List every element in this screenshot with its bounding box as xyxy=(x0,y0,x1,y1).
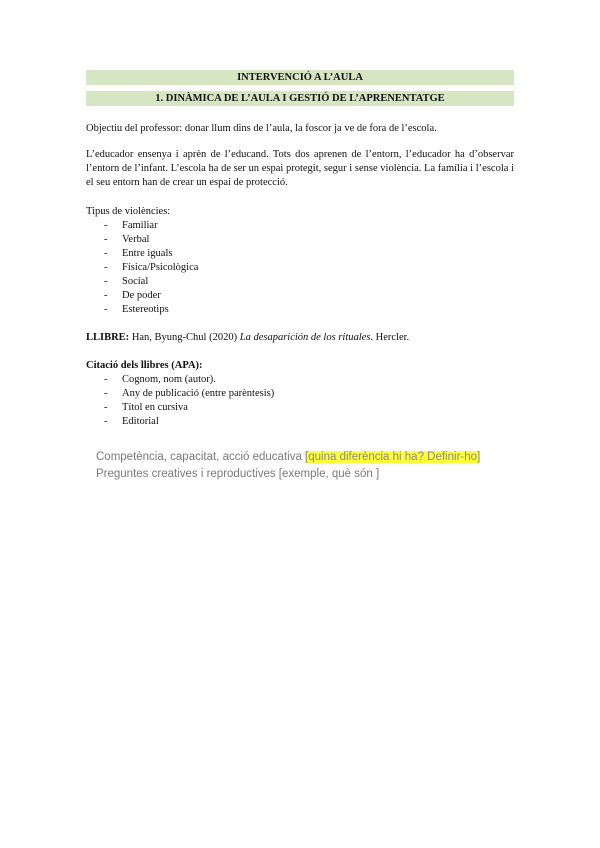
list-item: - Verbal xyxy=(104,234,150,245)
list-item: - Social xyxy=(104,276,149,287)
list-item: - Estereotips xyxy=(104,304,169,315)
book-publisher: . Hercler. xyxy=(370,332,410,343)
notes-line-1 xyxy=(96,449,480,465)
list-item: - Títol en cursiva xyxy=(104,402,188,413)
objective-text: Objectiu del professor: donar llum dins de l’aula, la foscor ja ve de fora de l’escola. xyxy=(86,123,437,134)
violences-list xyxy=(104,219,198,317)
citation-list xyxy=(104,373,274,429)
list-item: - Entre iguals xyxy=(104,248,173,259)
book-reference xyxy=(86,331,514,345)
list-item: - De poder xyxy=(104,290,161,301)
notes-text: Competència, capacitat, acció educativa xyxy=(96,451,306,463)
list-item: - Cognom, nom (autor). xyxy=(104,374,216,385)
document-title: INTERVENCIÓ A L’AULA xyxy=(86,70,514,85)
list-item: - Any de publicació (entre parèntesis) xyxy=(104,388,275,399)
violences-heading: Tipus de violències: xyxy=(86,206,171,217)
book-label: LLIBRE: xyxy=(86,332,130,343)
intro-paragraph: L’educador ensenya i aprèn de l’educand. Tots dos aprenen de l’entorn, l’educador ha d’observar l’entorn de l’infant. L’escola ha de ser un espai protegit, segur i sense violència. La família i l’escola i el seu entorn han de crear un espai de protecció. xyxy=(86,149,514,188)
list-item: - Familiar xyxy=(104,220,158,231)
notes-line-2: Preguntes creatives i reproductives [exemple, què són ] xyxy=(96,468,380,480)
section-heading: 1. DINÀMICA DE L’AULA I GESTIÓ DE L’APRENENTATGE xyxy=(86,91,514,106)
book-author: Han, Byung-Chul (2020) xyxy=(129,332,240,343)
highlighted-comment: [quina diferència hi ha? Definir-ho] xyxy=(305,451,481,463)
citation-heading: Citació dels llibres (APA): xyxy=(86,360,203,371)
list-item: - Editorial xyxy=(104,416,159,427)
list-item: - Física/Psicològica xyxy=(104,262,199,273)
book-title: La desaparición de los rituales xyxy=(239,332,371,343)
